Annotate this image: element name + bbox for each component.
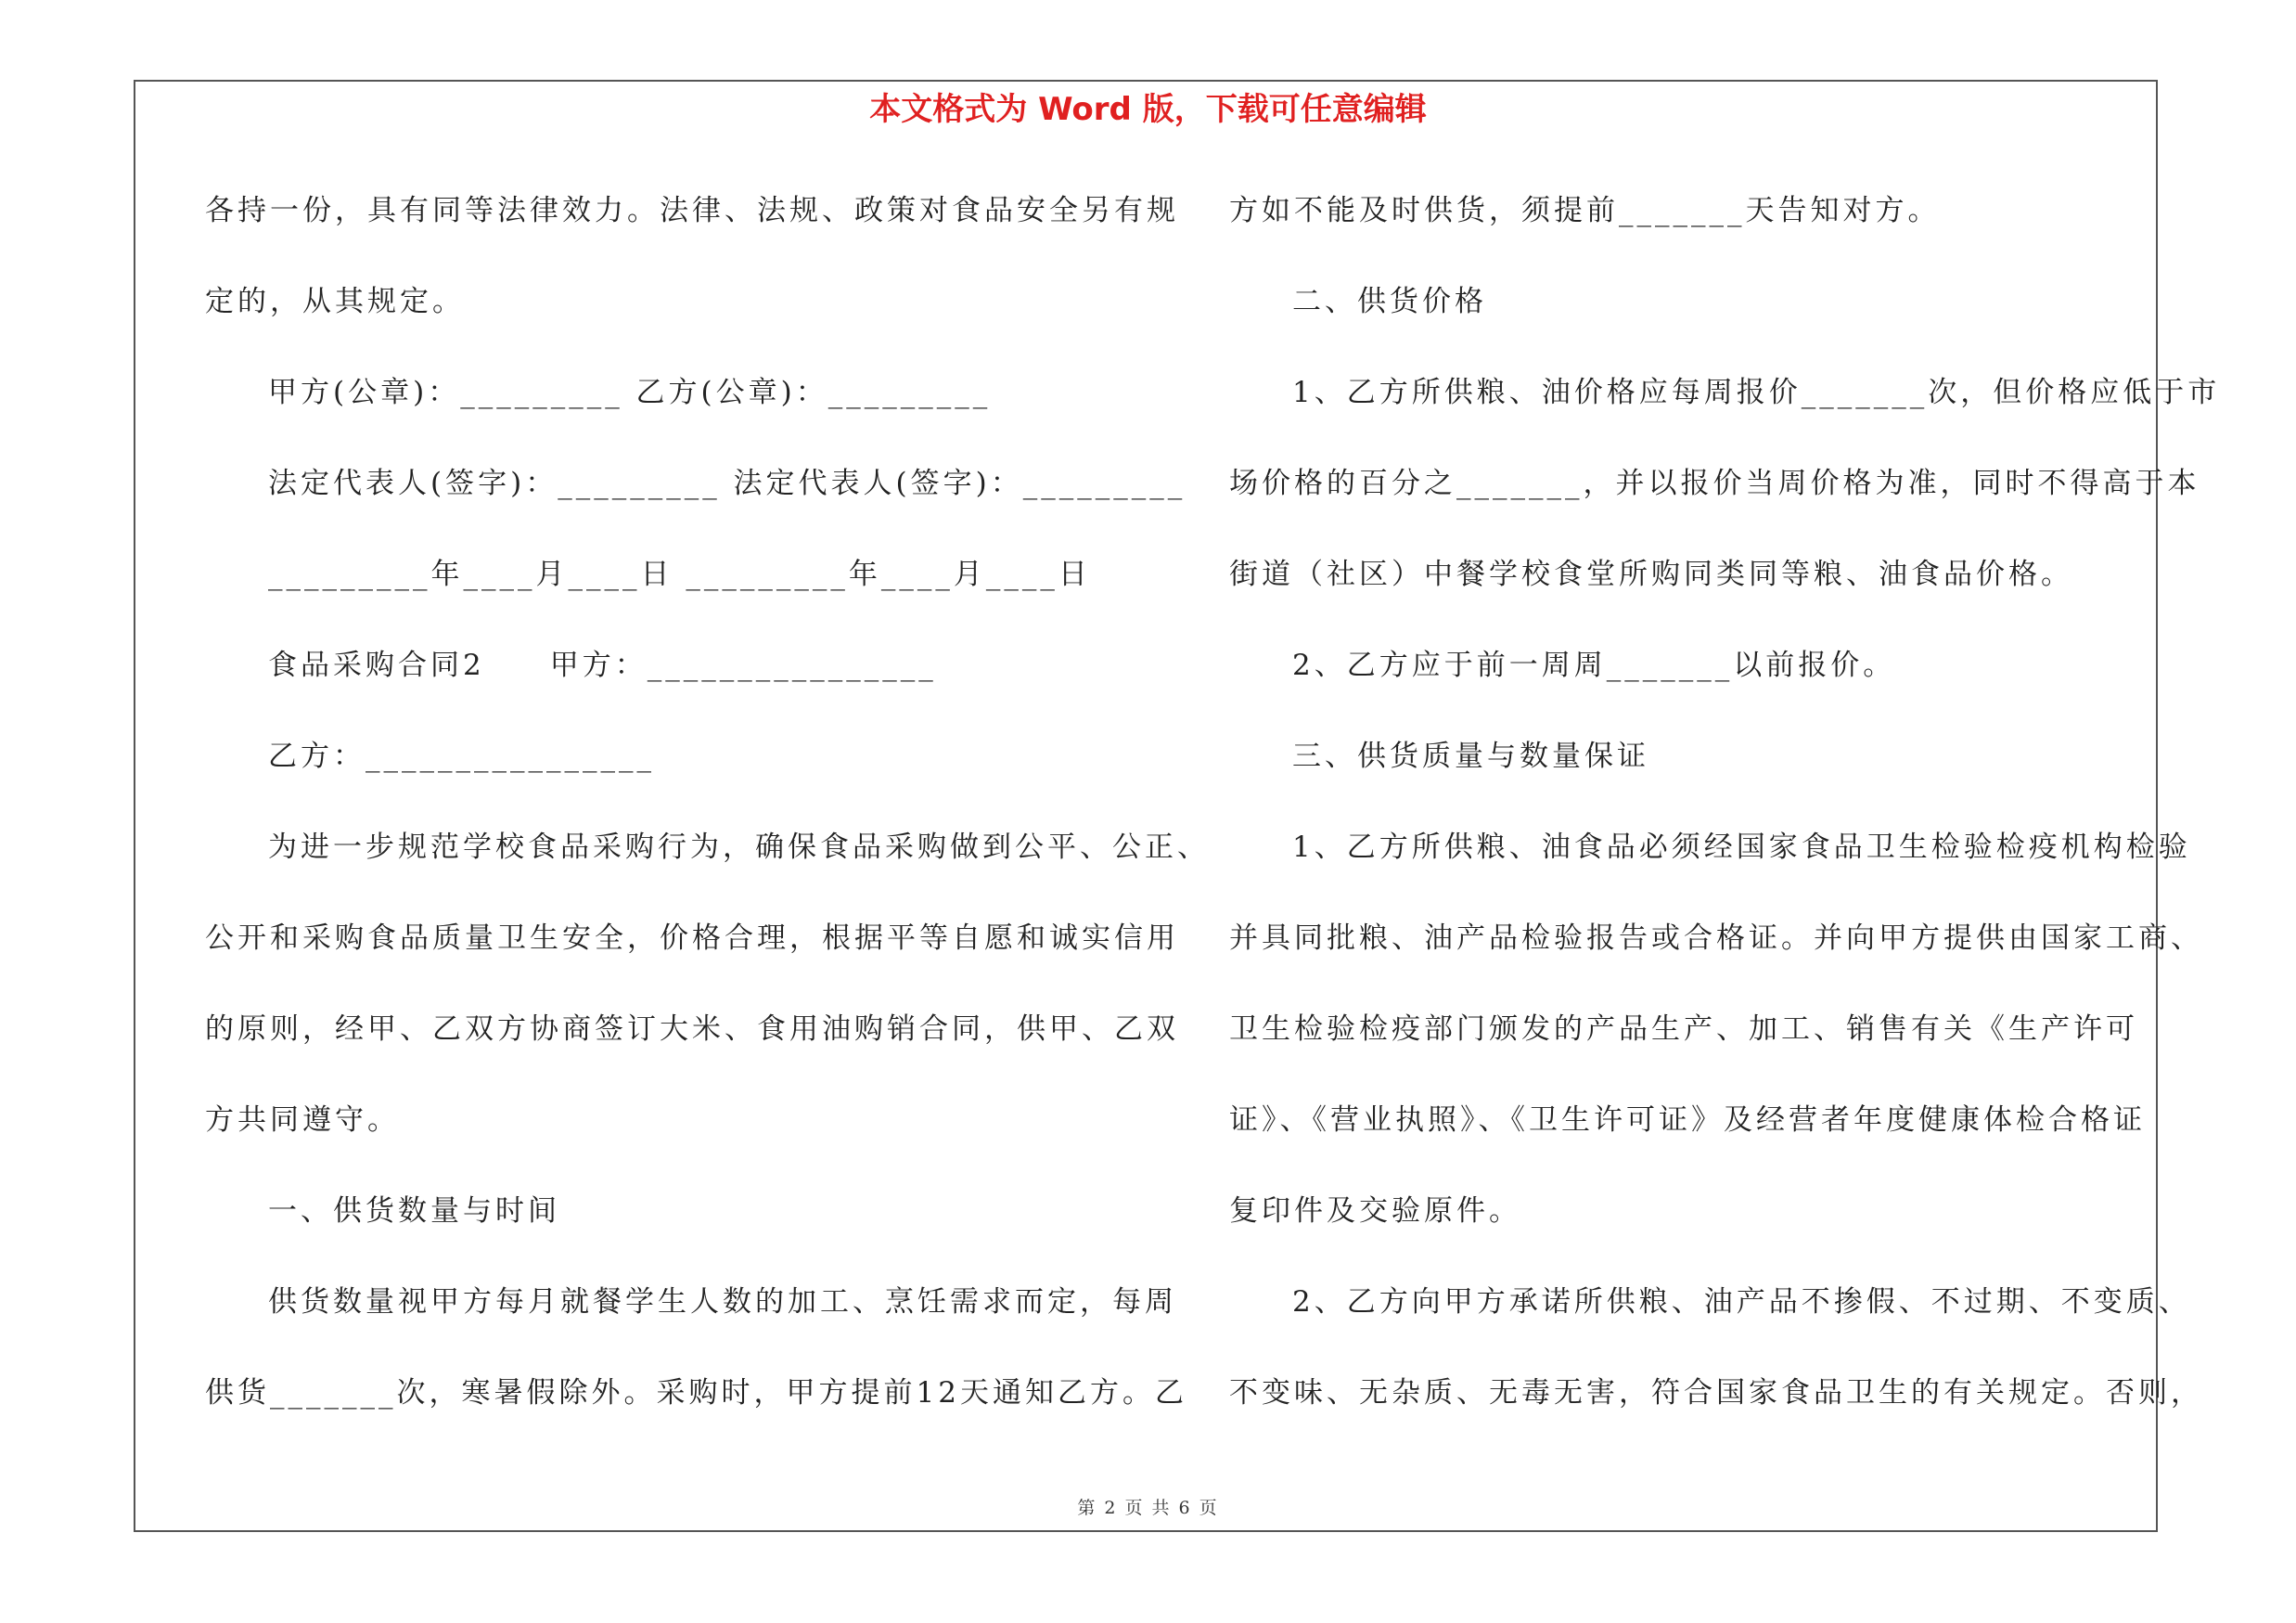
- text-line: 复印件及交验原件。: [1229, 1194, 1521, 1228]
- text-line: 不变味、无杂质、无毒无害，符合国家食品卫生的有关规定。否则，: [1229, 1376, 2203, 1410]
- text-line: 乙方：________________: [268, 740, 655, 773]
- text-line: 1、乙方所供粮、油食品必须经国家食品卫生检验检疫机构检验: [1292, 831, 2191, 864]
- text-line: 方共同遵守。: [205, 1103, 400, 1137]
- text-line: 食品采购合同2 甲方：________________: [268, 649, 937, 682]
- text-line: 一、供货数量与时间: [268, 1194, 560, 1228]
- word-format-banner: 本文格式为 Word 版，下载可任意编辑: [869, 91, 1427, 128]
- text-line: 为进一步规范学校食品采购行为，确保食品采购做到公平、公正、: [268, 831, 1210, 864]
- text-line: 供货数量视甲方每月就餐学生人数的加工、烹饪需求而定，每周: [268, 1285, 1177, 1319]
- page-number: 第 2 页 共 6 页: [1077, 1498, 1219, 1518]
- text-line: 二、供货价格: [1292, 285, 1487, 318]
- text-line: 1、乙方所供粮、油价格应每周报价_______次，但价格应低于市: [1292, 376, 2221, 409]
- text-line: 方如不能及时供货，须提前_______天告知对方。: [1229, 194, 1941, 227]
- text-line: 卫生检验检疫部门颁发的产品生产、加工、销售有关《生产许可: [1229, 1012, 2138, 1046]
- text-line: 定的，从其规定。: [205, 285, 465, 318]
- text-line: 三、供货质量与数量保证: [1292, 740, 1649, 773]
- text-line: 街道（社区）中餐学校食堂所购同类同等粮、油食品价格。: [1229, 558, 2073, 591]
- text-line: _________年____月____日 _________年____月____日: [268, 558, 1091, 591]
- right-text-column: [1229, 184, 2221, 1457]
- text-line: 证》、《营业执照》、《卫生许可证》及经营者年度健康体检合格证: [1229, 1103, 2146, 1137]
- text-line: 并具同批粮、油产品检验报告或合格证。并向甲方提供由国家工商、: [1229, 921, 2203, 955]
- text-line: 甲方(公章)：_________ 乙方(公章)：_________: [268, 376, 992, 409]
- text-line: 的原则，经甲、乙双方协商签订大米、食用油购销合同，供甲、乙双: [205, 1012, 1179, 1046]
- text-line: 2、乙方应于前一周周_______以前报价。: [1292, 649, 1896, 682]
- text-line: 供货_______次，寒暑假除外。采购时，甲方提前12天通知乙方。乙: [205, 1376, 1187, 1410]
- text-line: 2、乙方向甲方承诺所供粮、油产品不掺假、不过期、不变质、: [1292, 1285, 2191, 1319]
- text-line: 场价格的百分之_______，并以报价当周价格为准，同时不得高于本: [1229, 467, 2200, 500]
- left-text-column: [205, 184, 1210, 1457]
- text-line: 公开和采购食品质量卫生安全，价格合理，根据平等自愿和诚实信用: [205, 921, 1179, 955]
- text-line: 各持一份，具有同等法律效力。法律、法规、政策对食品安全另有规: [205, 194, 1179, 227]
- text-line: 法定代表人(签字)：_________ 法定代表人(签字)：_________: [268, 467, 1186, 500]
